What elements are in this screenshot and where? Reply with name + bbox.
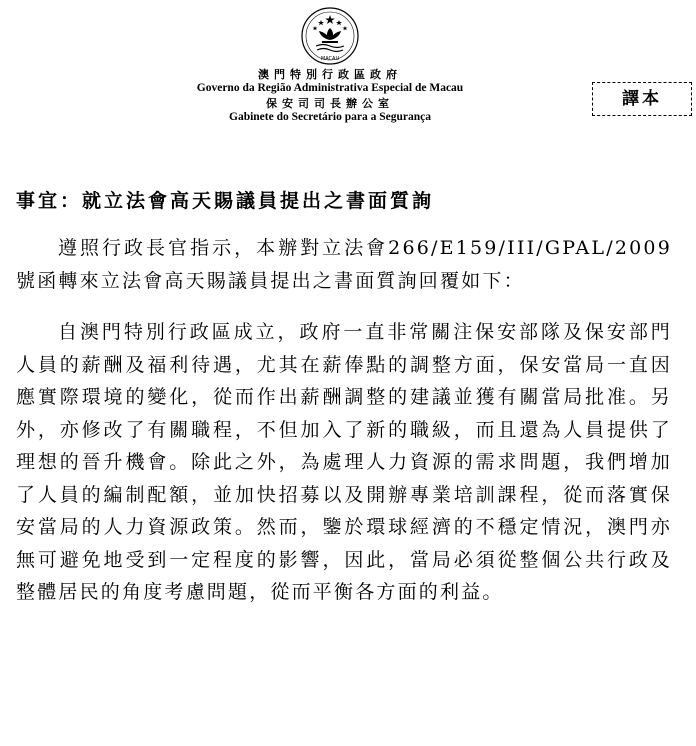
subject-line: 事宜：就立法會高天賜議員提出之書面質詢 (16, 190, 435, 212)
letter-body (16, 232, 672, 628)
office-name-portuguese: Gabinete do Secretário para a Segurança (229, 111, 431, 123)
paragraph-main: 自澳門特別行政區成立，政府一直非常關注保安部隊及保安部門人員的薪酬及福利待遇，尤其在薪俸點的調整方面，保安當局一直因應實際環境的變化，從而作出薪酬調整的建議並獲有關當局批准。另外，亦修改了有關職程，不但加入了新的職級，而且還為人員提供了理想的晉升機會。除此之外，為處理人力資源的需求問題，我們增加了人員的編制配額，並加快招募以及開辦專業培訓課程，從而落實保安當局的人力資源政策。然而，鑒於環球經濟的不穩定情況，澳門亦無可避免地受到一定程度的影響，因此，當局必須從整個公共行政及整體居民的角度考慮問題，從而平衡各方面的利益。 (16, 321, 672, 603)
government-name-chinese: 澳門特別行政區政府 (258, 68, 402, 81)
letterhead (150, 0, 510, 124)
macau-emblem-icon (300, 6, 360, 66)
translation-stamp: 譯本 (592, 82, 692, 116)
paragraph-intro: 遵照行政長官指示，本辦對立法會266/E159/III/GPAL/2009號函轉來立法會高天賜議員提出之書面質詢回覆如下： (16, 237, 672, 292)
government-name-portuguese: Governo da Região Administrativa Especial de Macau (196, 82, 464, 94)
office-name-chinese: 保安司司長辦公室 (266, 97, 394, 110)
emblem-text: MACAU (320, 56, 340, 62)
